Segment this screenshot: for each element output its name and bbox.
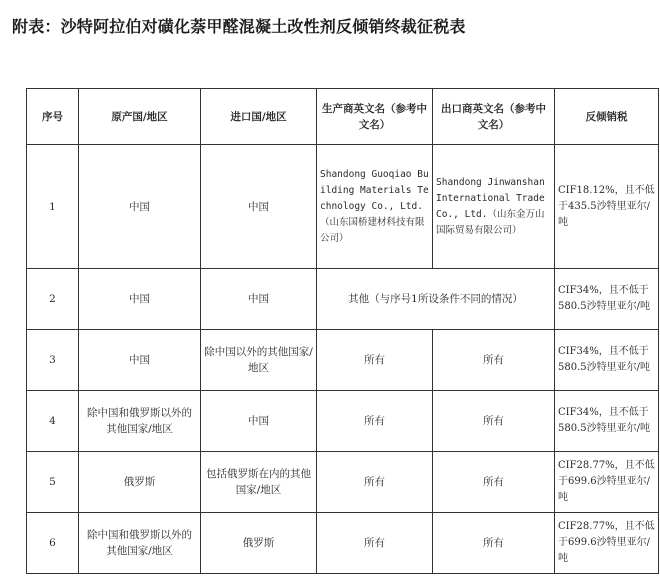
cell-origin: 中国 bbox=[79, 269, 201, 330]
cell-exporter: Shandong Jinwanshan International Trade Co., Ltd.（山东金万山国际贸易有限公司） bbox=[433, 145, 555, 269]
cell-duty: CIF28.77%，且不低于699.6沙特里亚尔/吨 bbox=[555, 513, 659, 574]
cell-import: 俄罗斯 bbox=[201, 513, 317, 574]
header-origin: 原产国/地区 bbox=[79, 89, 201, 145]
table-row bbox=[27, 513, 659, 574]
cell-origin: 除中国和俄罗斯以外的其他国家/地区 bbox=[79, 391, 201, 452]
table-row bbox=[27, 391, 659, 452]
cell-producer-exporter: 其他（与序号1所设条件不同的情况） bbox=[317, 269, 555, 330]
table-header-row bbox=[27, 89, 659, 145]
cell-producer: 所有 bbox=[317, 391, 433, 452]
header-duty: 反倾销税 bbox=[555, 89, 659, 145]
cell-exporter: 所有 bbox=[433, 391, 555, 452]
table-row bbox=[27, 145, 659, 269]
cell-producer: 所有 bbox=[317, 513, 433, 574]
cell-origin: 中国 bbox=[79, 330, 201, 391]
cell-no: 2 bbox=[27, 269, 79, 330]
cell-import: 包括俄罗斯在内的其他国家/地区 bbox=[201, 452, 317, 513]
header-exporter: 出口商英文名（参考中文名） bbox=[433, 89, 555, 145]
cell-duty: CIF34%，且不低于580.5沙特里亚尔/吨 bbox=[555, 330, 659, 391]
cell-import: 除中国以外的其他国家/地区 bbox=[201, 330, 317, 391]
cell-exporter: 所有 bbox=[433, 513, 555, 574]
cell-exporter: 所有 bbox=[433, 452, 555, 513]
header-import: 进口国/地区 bbox=[201, 89, 317, 145]
cell-duty: CIF34%，且不低于580.5沙特里亚尔/吨 bbox=[555, 391, 659, 452]
cell-duty: CIF18.12%，且不低于435.5沙特里亚尔/吨 bbox=[555, 145, 659, 269]
cell-producer: 所有 bbox=[317, 330, 433, 391]
cell-no: 5 bbox=[27, 452, 79, 513]
cell-producer: Shandong Guoqiao Building Materials Technology Co., Ltd.（山东国桥建材科技有限公司） bbox=[317, 145, 433, 269]
cell-duty: CIF28.77%，且不低于699.6沙特里亚尔/吨 bbox=[555, 452, 659, 513]
cell-origin: 中国 bbox=[79, 145, 201, 269]
cell-producer: 所有 bbox=[317, 452, 433, 513]
cell-exporter: 所有 bbox=[433, 330, 555, 391]
cell-no: 1 bbox=[27, 145, 79, 269]
cell-no: 4 bbox=[27, 391, 79, 452]
cell-import: 中国 bbox=[201, 145, 317, 269]
cell-no: 6 bbox=[27, 513, 79, 574]
cell-origin: 除中国和俄罗斯以外的其他国家/地区 bbox=[79, 513, 201, 574]
table-row bbox=[27, 452, 659, 513]
duty-table bbox=[26, 88, 659, 574]
table-row bbox=[27, 269, 659, 330]
table-row bbox=[27, 330, 659, 391]
cell-duty: CIF34%，且不低于580.5沙特里亚尔/吨 bbox=[555, 269, 659, 330]
header-no: 序号 bbox=[27, 89, 79, 145]
page-title: 附表：沙特阿拉伯对磺化萘甲醛混凝土改性剂反倾销终裁征税表 bbox=[12, 17, 466, 36]
cell-origin: 俄罗斯 bbox=[79, 452, 201, 513]
header-producer: 生产商英文名（参考中文名） bbox=[317, 89, 433, 145]
cell-import: 中国 bbox=[201, 269, 317, 330]
cell-import: 中国 bbox=[201, 391, 317, 452]
cell-no: 3 bbox=[27, 330, 79, 391]
